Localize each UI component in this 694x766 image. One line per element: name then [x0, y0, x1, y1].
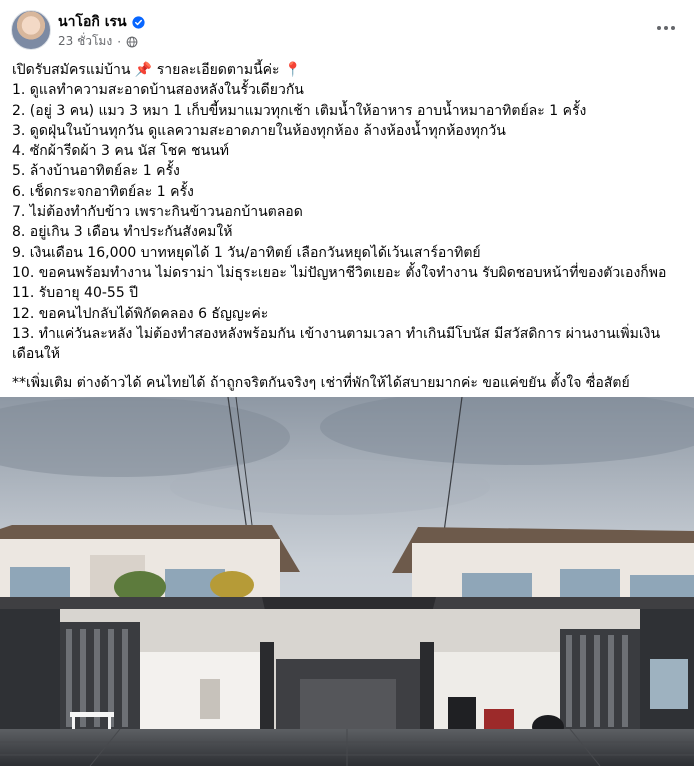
list-item: 5. ล้างบ้านอาทิตย์ละ 1 ครั้ง: [12, 163, 180, 180]
author-avatar[interactable]: [11, 10, 51, 50]
list-item: 3. ดูดฝุ่นในบ้านทุกวัน ดูแลความสะอาดภายในห้องทุกห้อง ล้างห้องน้ำทุกห้องทุกวัน: [12, 122, 506, 139]
list-item: 9. เงินเดือน 16,000 บาทหยุดได้ 1 วัน/อาทิตย์ เลือกวันหยุดได้เว้นเสาร์อาทิตย์: [12, 244, 481, 261]
post-note: **เพิ่มเติม ต่างด้าวได้ คนไทยได้ ถ้าถูกจริตกันจริงๆ เช่าที่พักให้ได้สบายมากค่ะ ขอแค่ขยัน ตั้งใจ ซื่อสัตย์: [12, 375, 630, 392]
globe-icon[interactable]: [126, 36, 138, 48]
post-text: [12, 60, 687, 394]
list-item: 4. ซักผ้ารีดผ้า 3 คน นัส โชค ชนนท์: [12, 143, 229, 160]
list-item: 11. รับอายุ 40-55 ปี: [12, 285, 139, 302]
paragraph-gap: [12, 364, 687, 373]
post-photo-townhouses[interactable]: [0, 397, 694, 766]
author-name[interactable]: นาโอกิ เรน: [58, 14, 127, 30]
list-item: 13. ทำแค่วันละหลัง ไม่ต้องทำสองหลังพร้อมกัน เข้างานตามเวลา ทำเกินมีโบนัส มีสวัสดิการ ผ่านงานเพิ่มเงิน เดือนให้: [12, 325, 661, 363]
post-meta: [58, 32, 138, 51]
more-options-icon[interactable]: [652, 14, 680, 42]
meta-separator: ·: [117, 34, 122, 49]
list-item: 6. เช็ดกระจกอาทิตย์ละ 1 ครั้ง: [12, 183, 194, 200]
post-timestamp[interactable]: 23 ชั่วโมง: [58, 34, 113, 48]
list-item: 10. ขอคนพร้อมทำงาน ไม่ดราม่า ไม่ธุระเยอะ ไม่ปัญหาชีวิตเยอะ ตั้งใจทำงาน รับผิดชอบหน้าที่ของตัวเองก็พอ: [12, 264, 667, 281]
author-name-row: [58, 11, 145, 33]
list-item: 7. ไม่ต้องทำกับข้าว เพราะกินข้าวนอกบ้านตลอด: [12, 204, 303, 221]
list-item: 2. (อยู่ 3 คน) แมว 3 หมา 1 เก็บขี้หมาแมวทุกเช้า เติมน้ำให้อาหาร อาบน้ำหมาอาทิตย์ละ 1 ครั้ง: [12, 102, 587, 119]
list-item: 8. อยู่เกิน 3 เดือน ทำประกันสังคมให้: [12, 224, 233, 241]
list-item: 12. ขอคนไปกลับได้พิกัดคลอง 6 ธัญญะค่ะ: [12, 305, 269, 322]
verified-badge-icon: [132, 16, 145, 29]
list-item: 1. ดูแลทำความสะอาดบ้านสองหลังในรั้วเดียวกัน: [12, 82, 304, 99]
post-intro: เปิดรับสมัครแม่บ้าน 📌 รายละเอียดตามนี้ค่ะ 📍: [12, 62, 302, 78]
post-header: [0, 0, 694, 58]
